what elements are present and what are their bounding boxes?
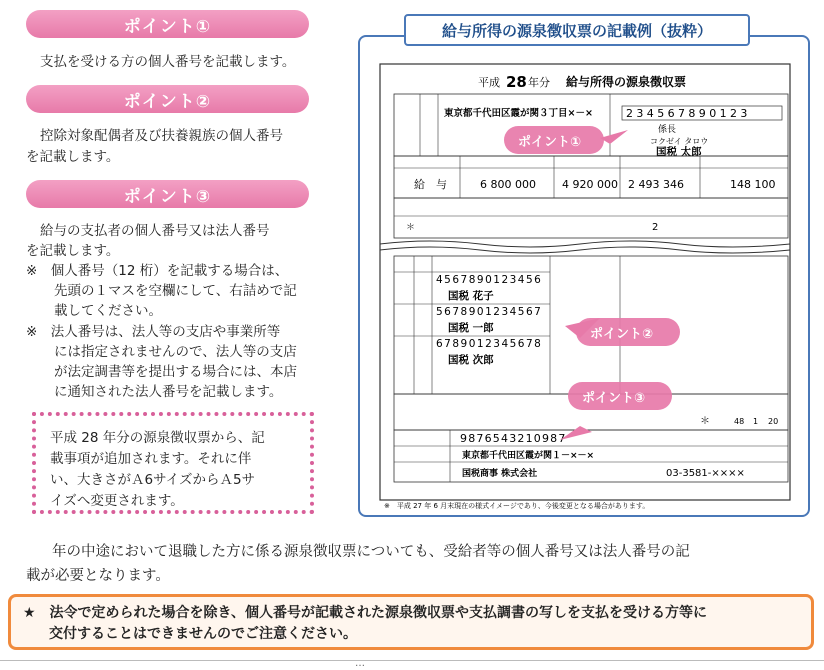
dependent2-name: 国税 次郎 [448,354,494,366]
page-marker: … [355,658,365,669]
withholding-slip-example [370,56,798,512]
example-title: 給与所得の源泉徴収票の記載例（抜粋） [404,14,750,46]
size-note-line4: イズへ変更されます。 [50,493,184,509]
note2-line1: ※ 法人番号は、法人等の支店や事業所等 [26,324,281,340]
warning-box [8,594,814,650]
form-footnote: ※ 平成 27 年 6 月末現在の様式イメージであり、今後変更となる場合があります。 [384,502,650,510]
amount-deduction-total: 2 493 346 [628,178,684,191]
point2-text-line2: を記載します。 [26,149,120,165]
payer-number: 9876543210987 [460,432,567,445]
star-mark-bottom: ＊ [700,416,710,427]
recipient-my-number: 234567890123 [626,107,751,120]
spouse-name: 国税 花子 [448,290,494,302]
callout-point3-label: ポイント③ [582,391,646,406]
note1-line3: 載してください。 [54,303,162,319]
dependent2-number: 6789012345678 [436,338,543,350]
callout-point2 [565,318,680,346]
form-heading-suffix: 年分 [528,76,550,89]
star-mark-top: ＊ [406,223,416,233]
callout-point2-label: ポイント② [590,327,654,342]
note1-line2: 先頭の１マスを空欄にして、右詰めで記 [54,283,297,299]
warning-line2: 交付することはできませんのでご注意ください。 [49,626,357,642]
payer-address: 東京都千代田区霞が関１－×－× [462,451,595,461]
retirement-note [26,540,806,588]
retirement-note-line1: 年の中途において退職した方に係る源泉徴収票についても、受給者等の個人番号又は法人番号の記 [52,544,690,560]
point3-text-line2: を記載します。 [26,243,120,259]
point3-text-line1: 給与の支払者の個人番号又は法人番号 [40,223,270,239]
page-divider [0,660,824,661]
income-type: 給 与 [414,178,447,191]
size-note-line2: 載事項が追加されます。それに伴 [50,451,252,467]
dependents-count: 2 [652,222,659,233]
payer-phone: 03-3581-×××× [666,468,745,479]
recipient-address: 東京都千代田区霞が関３丁目×－× [444,108,593,119]
dependent1-number: 5678901234567 [436,306,543,318]
payer-name: 国税商事 株式会社 [462,469,538,479]
point1-heading: ポイント① [26,10,309,38]
note2-line3: が法定調書等を提出する場合には、本店 [54,364,297,380]
note2-line4: に通知された法人番号を記載します。 [54,384,283,400]
birth-day: 20 [768,417,779,426]
amount-withheld-tax: 148 100 [730,178,776,191]
recipient-name: 国税 太郎 [656,146,702,158]
point2-text-line1: 控除対象配偶者及び扶養親族の個人番号 [40,128,283,144]
amount-after-deduction: 4 920 000 [562,178,618,191]
birth-month: 1 [753,417,759,426]
amount-payment: 6 800 000 [480,178,536,191]
point3-heading: ポイント③ [26,180,309,208]
dependent1-name: 国税 一郎 [448,322,494,334]
point1-text: 支払を受ける方の個人番号を記載します。 [40,54,296,70]
form-heading-year: 28 [506,73,527,91]
size-change-note [32,412,314,514]
point2-heading: ポイント② [26,85,309,113]
birth-year: 48 [734,417,745,426]
warning-line1: ★ 法令で定められた場合を除き、個人番号が記載された源泉徴収票や支払調書の写しを支払を受ける方等に [23,605,707,621]
form-heading-era: 平成 [478,76,500,89]
spouse-number: 4567890123456 [436,274,543,286]
recipient-furigana: コクゼイ タロウ [650,137,709,146]
recipient-role: 係長 [658,125,677,135]
size-note-line3: い、大きさがＡ6サイズからＡ5サ [50,472,256,488]
callout-point1-label: ポイント① [518,135,582,150]
form-heading-name: 給与所得の源泉徴収票 [566,75,687,89]
retirement-note-line2: 載が必要となります。 [26,568,170,584]
note1-line1: ※ 個人番号（12 桁）を記載する場合は、 [26,263,289,279]
size-note-line1: 平成 28 年分の源泉徴収票から、記 [50,430,265,446]
note2-line2: には指定されませんので、法人等の支店 [54,344,297,360]
